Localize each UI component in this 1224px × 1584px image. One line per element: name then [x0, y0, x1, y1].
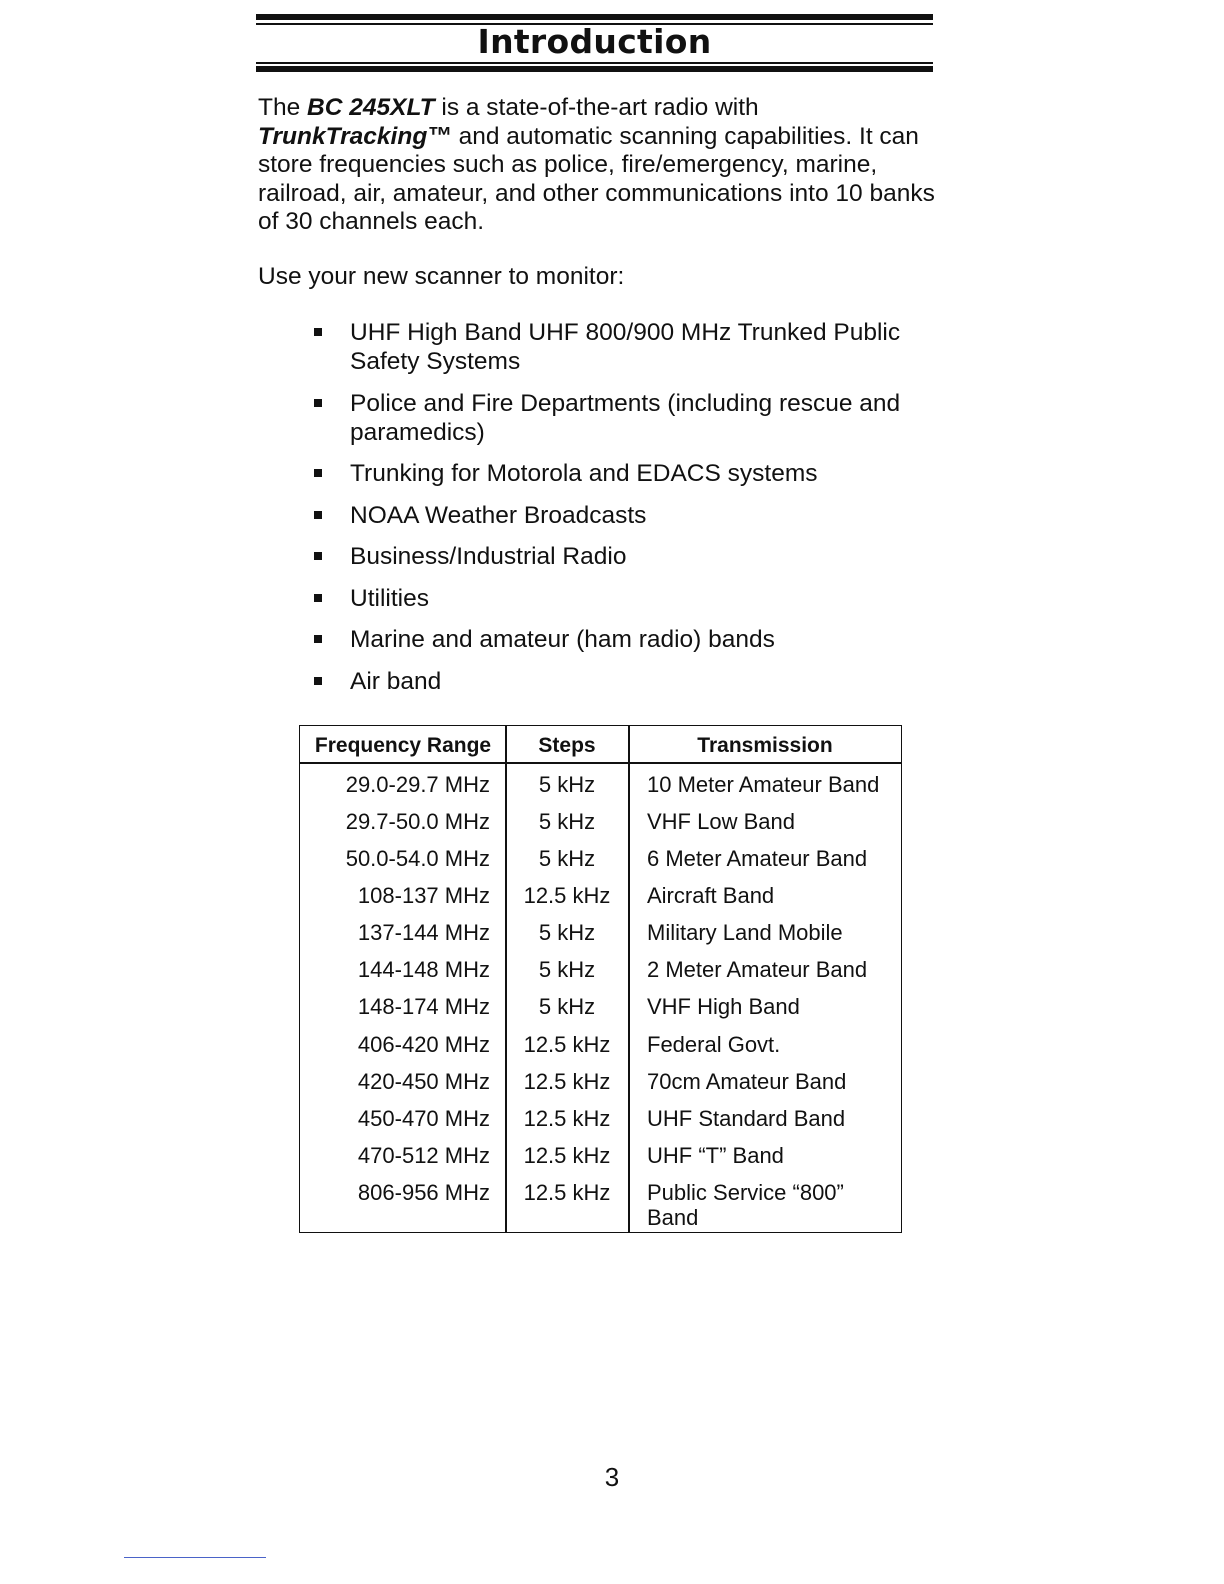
intro-the: The	[258, 94, 308, 121]
table-header-steps: Steps	[538, 734, 596, 757]
table-row	[300, 994, 901, 1031]
frequency-cell: 137-144 MHz	[357, 920, 490, 945]
transmission-cell: Public Service “800” Band	[647, 1180, 844, 1230]
table-header-transmission: Transmission	[697, 734, 833, 757]
table-row	[300, 1143, 901, 1180]
table-row	[300, 1032, 901, 1069]
bullet-square-icon	[314, 677, 322, 685]
intro-paragraph	[258, 94, 938, 237]
transmission-cell: Military Land Mobile	[647, 920, 843, 945]
monitor-lead: Use your new scanner to monitor:	[258, 263, 625, 290]
bullet-square-icon	[314, 399, 322, 407]
intro-text-a: is a state-of-the-art radio with	[434, 94, 759, 121]
model-name: BC 245XLT	[307, 94, 435, 121]
bullet-square-icon	[314, 328, 322, 336]
transmission-cell: Federal Govt.	[647, 1032, 781, 1057]
bullet-square-icon	[314, 635, 322, 643]
list-item: Marine and amateur (ham radio) bands	[312, 625, 952, 654]
steps-cell: 12.5 kHz	[523, 1106, 611, 1131]
frequency-cell: 450-470 MHz	[357, 1106, 490, 1131]
list-item: UHF High Band UHF 800/900 MHz Trunked Public Safety Systems	[312, 318, 952, 376]
frequency-cell: 50.0-54.0 MHz	[345, 846, 490, 871]
steps-cell: 12.5 kHz	[523, 1069, 611, 1094]
list-item: Air band	[312, 667, 952, 696]
bullet-square-icon	[314, 552, 322, 560]
table-header-divider	[300, 762, 901, 764]
page-title: Introduction	[477, 22, 712, 61]
transmission-cell: Aircraft Band	[647, 883, 775, 908]
transmission-cell: UHF “T” Band	[647, 1143, 784, 1168]
footer-divider	[124, 1557, 266, 1558]
table-header-frequency: Frequency Range	[314, 734, 492, 757]
list-item: Trunking for Motorola and EDACS systems	[312, 459, 952, 488]
steps-cell: 5 kHz	[538, 772, 596, 797]
transmission-cell: 70cm Amateur Band	[647, 1069, 847, 1094]
table-row	[300, 846, 901, 883]
steps-cell: 5 kHz	[538, 957, 596, 982]
list-item: Police and Fire Departments (including rescue and paramedics)	[312, 389, 952, 447]
steps-cell: 12.5 kHz	[523, 1032, 611, 1057]
header-rule-top-thick	[256, 14, 933, 20]
frequency-cell: 144-148 MHz	[357, 957, 490, 982]
steps-cell: 5 kHz	[538, 920, 596, 945]
transmission-cell: 6 Meter Amateur Band	[647, 846, 868, 871]
steps-cell: 12.5 kHz	[523, 1180, 611, 1205]
table-row	[300, 1106, 901, 1143]
table-row	[300, 920, 901, 957]
table-row	[300, 772, 901, 809]
header-rule-bottom-thick	[256, 66, 933, 72]
steps-cell: 5 kHz	[538, 994, 596, 1019]
transmission-cell: 10 Meter Amateur Band	[647, 772, 880, 797]
frequency-cell: 148-174 MHz	[357, 994, 490, 1019]
bullet-square-icon	[314, 511, 322, 519]
steps-cell: 5 kHz	[538, 846, 596, 871]
page-number: 3	[604, 1462, 620, 1492]
transmission-cell: UHF Standard Band	[647, 1106, 846, 1131]
bullet-square-icon	[314, 469, 322, 477]
header-rule-bottom-thin	[256, 62, 933, 64]
table-row	[300, 883, 901, 920]
bullet-square-icon	[314, 594, 322, 602]
frequency-cell: 29.0-29.7 MHz	[345, 772, 490, 797]
frequency-cell: 806-956 MHz	[357, 1180, 490, 1205]
list-item: NOAA Weather Broadcasts	[312, 501, 952, 530]
steps-cell: 12.5 kHz	[523, 883, 611, 908]
list-item: Business/Industrial Radio	[312, 542, 952, 571]
list-item: Utilities	[312, 584, 952, 613]
frequency-cell: 420-450 MHz	[357, 1069, 490, 1094]
table-row	[300, 809, 901, 846]
frequency-cell: 108-137 MHz	[357, 883, 490, 908]
table-row	[300, 1069, 901, 1106]
steps-cell: 12.5 kHz	[523, 1143, 611, 1168]
transmission-cell: 2 Meter Amateur Band	[647, 957, 868, 982]
transmission-cell: VHF High Band	[647, 994, 800, 1019]
frequency-cell: 470-512 MHz	[357, 1143, 490, 1168]
frequency-cell: 29.7-50.0 MHz	[345, 809, 490, 834]
frequency-table	[299, 725, 902, 1233]
steps-cell: 5 kHz	[538, 809, 596, 834]
intro-text-b: and automatic scanning capabilities. It can store frequencies such as police, fire/emergency, marine, railroad, air, amateur, and other communications into 10 banks of 30 channels each.	[258, 122, 935, 235]
brand-name: TrunkTracking™	[258, 122, 452, 150]
frequency-cell: 406-420 MHz	[357, 1032, 490, 1057]
table-row	[300, 1180, 901, 1232]
table-row	[300, 957, 901, 994]
transmission-cell: VHF Low Band	[647, 809, 795, 834]
monitor-list	[312, 318, 952, 708]
